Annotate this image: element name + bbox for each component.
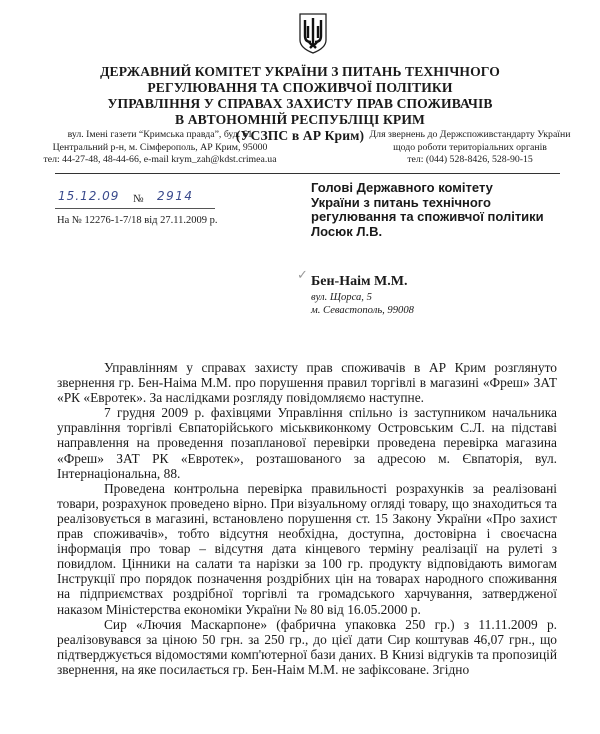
secondary-city: м. Севастополь, 99008	[311, 304, 414, 316]
sender-city: Центральний р-н, м. Сімферополь, АР Крим, 95000	[52, 141, 268, 153]
letterhead-divider	[55, 173, 560, 174]
body-paragraph: Сир «Лючия Маскарпоне» (фабрична упаковка 250 гр.) з 11.11.2009 р. реалізовувався за ціною 50 грн. за 250 гр., до цієї дати Сир коштував 46,07 грн., що підтверджується відомостями комп'ютерної бази даних. В Книзі відгуків та пропозицій звернення, на яке посилається гр. Бен-Наім М.М. не зафіксоване. Згідно	[57, 616, 557, 677]
hotline-line-2: щодо роботи територіальних органів	[393, 141, 547, 153]
letterhead-line-3: УПРАВЛІННЯ У СПРАВАХ ЗАХИСТУ ПРАВ СПОЖИВАЧІВ	[107, 96, 493, 111]
hotline-phones: тел: (044) 528-8426, 528-90-15	[407, 154, 533, 165]
letterhead-abbreviation: (УСЗПС в АР Крим)	[235, 128, 365, 143]
sender-contacts: тел: 44-27-48, 48-44-66, e-mail krym_zah@kdst.crimea.ua	[43, 154, 277, 165]
check-mark-icon: ✓	[297, 268, 308, 283]
body-paragraph: 7 грудня 2009 р. фахівцями Управління спільно із заступником начальника управління торгівлі Євпаторійського міськвиконкому Островським С.Л. на підставі направлення на проведення позапланової перевірки проведена перевірка магазина «Фреш» ЗАТ РК «Евротек», розташованого за адресою м. Євпаторія, вул. Інтернаціональна, 88.	[57, 405, 557, 481]
letterhead-line-1: ДЕРЖАВНИЙ КОМІТЕТ УКРАЇНИ З ПИТАНЬ ТЕХНІЧНОГО	[100, 64, 500, 79]
body-paragraph: Проведена контрольна перевірка правильності розрахунків за реалізовані товари, розрахунок проведено вірно. При візуальному огляді товару, що знаходиться та реалізовується в магазині, встановлено порушення ст. 15 Закону України «Про захист прав споживачів», тобто відсутня необхідна, доступна, достовірна і своєчасна інформація про товар – відсутня дата кінцевого терміну реалізації на рулеті з повидлом. Цінники на салати та нарізки за 100 гр. продукту відповідають вимогам Інструкції про порядок позначення роздрібних цін на товарах народного споживання на підприємствах роздрібної торгівлі та громадського харчування, затвердженої наказом Міністерства економіки України № 80 від 16.05.2000 р.	[57, 480, 557, 617]
secondary-street: вул. Щорса, 5	[311, 292, 372, 303]
hotline-line-1: Для звернень до Держспоживстандарту України	[369, 129, 571, 140]
letterhead-line-2: РЕГУЛЮВАННЯ ТА СПОЖИВЧОЇ ПОЛІТИКИ	[147, 80, 453, 95]
recipient-name: Лосюк Л.В.	[311, 224, 383, 240]
outgoing-number-handwritten: 2914	[157, 189, 194, 203]
letter-body	[57, 360, 557, 677]
sender-street: вул. Імені газети “Кримська правда”, буд. 61	[67, 129, 253, 140]
hotline-info	[345, 129, 595, 167]
letterhead-line-4: В АВТОНОМНІЙ РЕСПУБЛІЦІ КРИМ	[175, 112, 425, 127]
body-paragraph: Управлінням у справах захисту прав споживачів в АР Крим розглянуто звернення гр. Бен-Наіма М.М. про порушення правил торгівлі в магазині «Фреш» ЗАТ «РК «Евротек». За наслідками розгляду повідомляємо наступне.	[57, 360, 557, 406]
primary-recipient	[311, 181, 591, 240]
coat-of-arms-icon	[298, 12, 328, 54]
secondary-recipient-address	[311, 292, 414, 317]
recipient-line: Голові Державного комітету	[311, 180, 493, 195]
reply-reference: На № 12276-1-7/18 від 27.11.2009 р.	[57, 215, 218, 226]
outgoing-date-handwritten: 15.12.09	[58, 189, 120, 203]
number-sign: №	[133, 193, 144, 205]
recipient-line: регулювання та споживчої політики	[311, 209, 544, 225]
secondary-recipient-name: Бен-Наім М.М.	[311, 274, 408, 289]
sender-address	[40, 129, 280, 167]
recipient-line: України з питань технічного	[311, 194, 491, 210]
